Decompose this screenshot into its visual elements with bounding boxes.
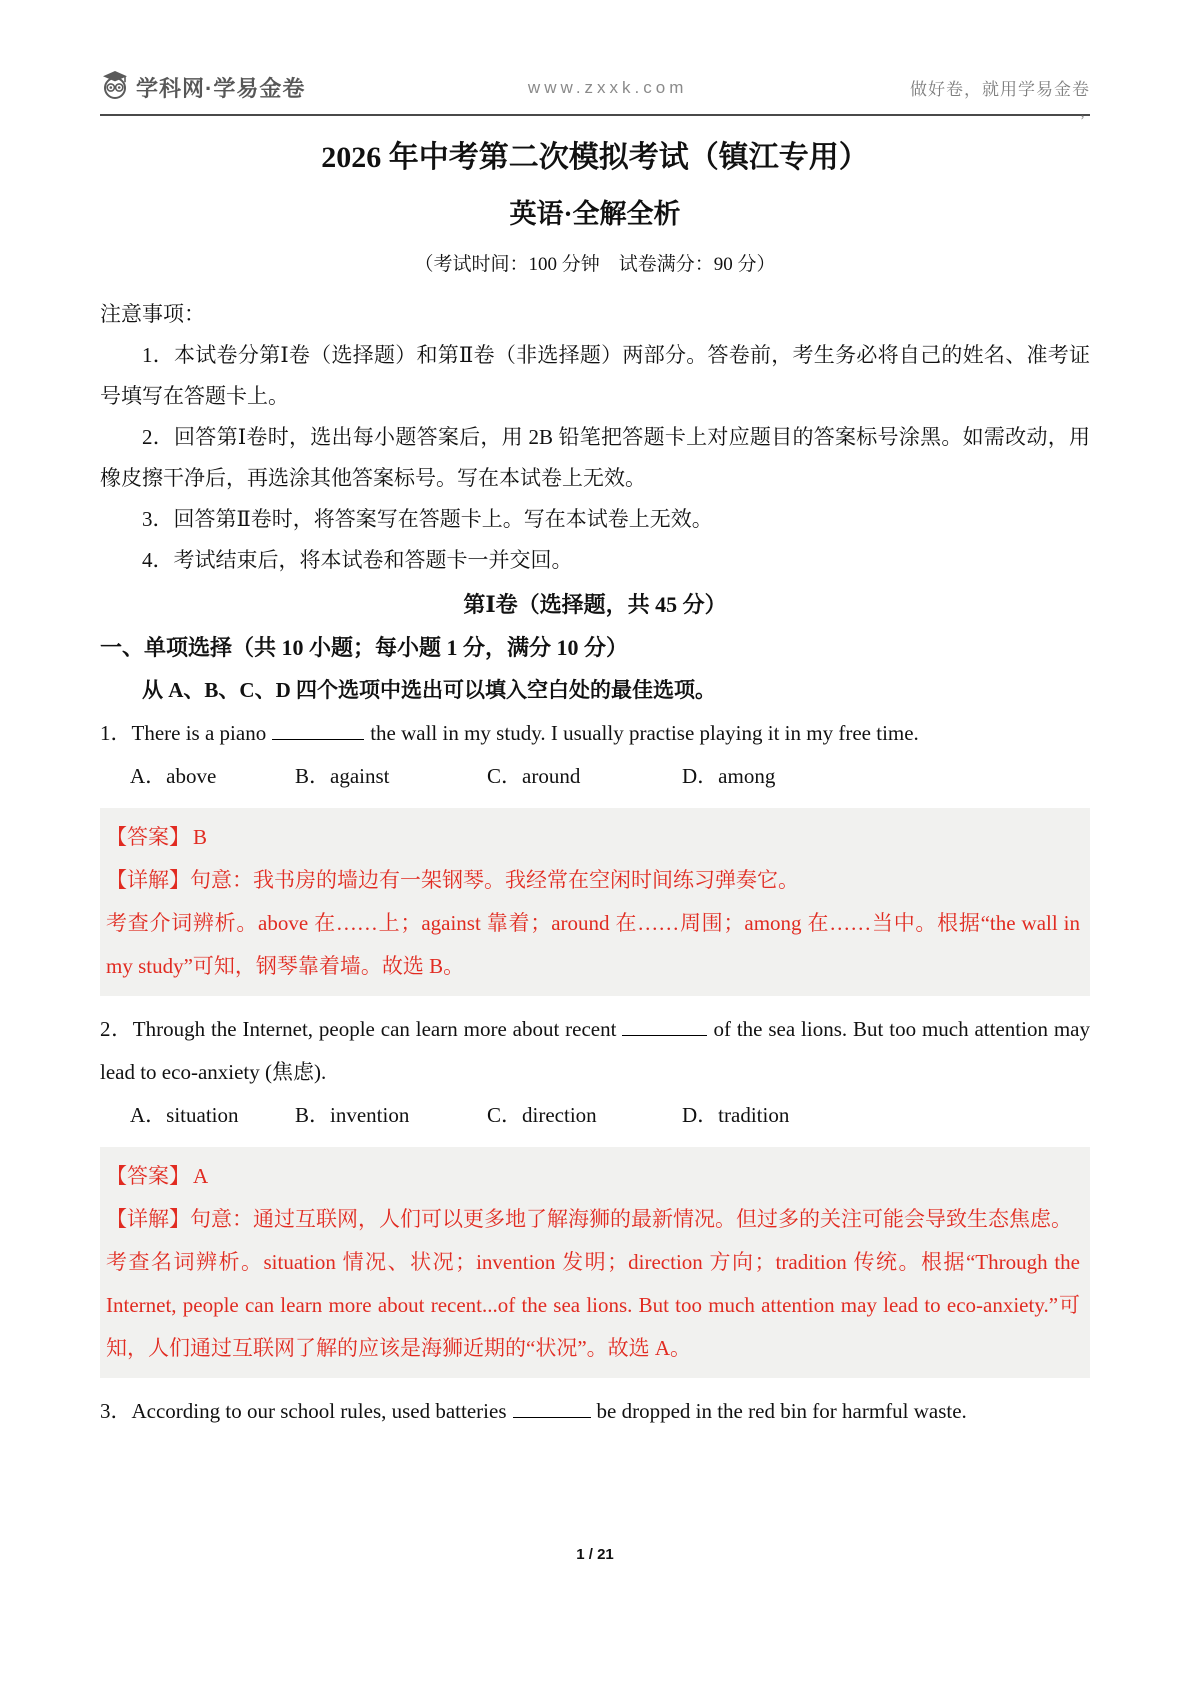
question-1-stem (100, 712, 1090, 755)
question-2-options (130, 1094, 1090, 1137)
question-3-number: 3． (100, 1399, 132, 1423)
question-1-answer-blank (272, 721, 364, 740)
part1-heading: 第Ⅰ卷（选择题，共 45 分） (463, 592, 727, 617)
question-1-options (130, 755, 1090, 798)
question-1-option-a: A．above (130, 764, 217, 788)
question-2-explanation-2: 考查名词辨析。situation 情况、状况；invention 发明；direction 方向；tradition 传统。根据“Through the Internet, people can learn more about recent...of the sea lions. But too much attention may lead to eco-anxiety.”可知，人们通过互联网了解的应该是海狮近期的“状况”。故选 A。 (106, 1250, 1080, 1360)
question-1-text-after: the wall in my study. I usually practise playing it in my free time. (370, 721, 919, 745)
question-2-answer-line (106, 1155, 1080, 1198)
notice-item-1: 1．本试卷分第Ⅰ卷（选择题）和第Ⅱ卷（非选择题）两部分。答卷前，考生务必将自己的姓名、准考证号填写在答题卡上。 (100, 343, 1090, 408)
question-2-option-b: B．invention (295, 1103, 410, 1127)
question-2-answer-block (100, 1147, 1090, 1378)
site-url: www.zxxk.com (527, 77, 688, 97)
question-2-stem (100, 1008, 1090, 1094)
question-2-answer-value: A (193, 1164, 209, 1188)
question-3-answer-blank (513, 1399, 591, 1418)
question-2-text-after: of the sea lions. But too much attention may lead to eco-anxiety (焦虑). (100, 1017, 1090, 1084)
brand-logo-text: 学科网·学易金卷 (136, 76, 306, 101)
question-2-number: 2． (100, 1017, 133, 1041)
question-2-option-c: C．direction (487, 1103, 597, 1127)
question-1-number: 1． (100, 721, 132, 745)
question-1-explanation-2: 考查介词辨析。above 在……上；against 靠着；around 在……周围；among 在……当中。根据“the wall in my study”可知，钢琴靠着墙。故选 B。 (106, 911, 1080, 978)
question-3-text-before: According to our school rules, used batteries (131, 1399, 507, 1423)
exam-title: 2026 年中考第二次模拟考试（镇江专用） (321, 141, 869, 174)
question-1-text-before: There is a piano (131, 721, 267, 745)
question-2-answer-blank (622, 1017, 707, 1036)
question-2-explanation-1: 【详解】句意：通过互联网，人们可以更多地了解海狮的最新情况。但过多的关注可能会导致生态焦虑。 (106, 1207, 1072, 1231)
exam-info-line: （考试时间：100 分钟 试卷满分：90 分） (414, 254, 776, 275)
stray-mark: ’ (1080, 113, 1085, 129)
answer-label: 【答案】 (106, 825, 190, 849)
notice-item-2: 2．回答第Ⅰ卷时，选出每小题答案后，用 2B 铅笔把答题卡上对应题目的答案标号涂黑。如需改动，用橡皮擦干净后，再选涂其他答案标号。写在本试卷上无效。 (100, 425, 1090, 490)
notice-item-4: 4．考试结束后，将本试卷和答题卡一并交回。 (142, 548, 573, 572)
question-2-option-a: A．situation (130, 1103, 239, 1127)
answer-label: 【答案】 (106, 1164, 190, 1188)
question-1-answer-block (100, 808, 1090, 996)
question-1-answer-line (106, 816, 1080, 859)
section1-heading: 一、单项选择（共 10 小题；每小题 1 分，满分 10 分） (100, 635, 629, 660)
question-3-text-after: be dropped in the red bin for harmful waste. (596, 1399, 967, 1423)
header-tagline: 做好卷，就用学易金卷 (909, 80, 1090, 99)
notice-heading: 注意事项： (100, 302, 205, 326)
question-1-option-d: D．among (682, 764, 776, 788)
brand-logo (100, 70, 305, 105)
owl-graduate-icon (100, 70, 130, 105)
section1-instruction: 从 A、B、C、D 四个选项中选出可以填入空白处的最佳选项。 (142, 678, 717, 702)
question-1-explanation-1: 【详解】句意：我书房的墙边有一架钢琴。我经常在空闲时间练习弹奏它。 (106, 868, 799, 892)
page-number: 1 / 21 (576, 1546, 614, 1563)
exam-subtitle: 英语·全解全析 (509, 199, 681, 229)
question-1-option-b: B．against (295, 764, 390, 788)
question-3-stem (100, 1390, 1090, 1433)
question-1-option-c: C．around (487, 764, 581, 788)
notice-item-3: 3．回答第Ⅱ卷时，将答案写在答题卡上。写在本试卷上无效。 (142, 507, 713, 531)
question-2-text-before: Through the Internet, people can learn more about recent (132, 1017, 617, 1041)
question-2-option-d: D．tradition (682, 1103, 790, 1127)
question-1-answer-value: B (193, 825, 208, 849)
page-header (100, 70, 1090, 116)
